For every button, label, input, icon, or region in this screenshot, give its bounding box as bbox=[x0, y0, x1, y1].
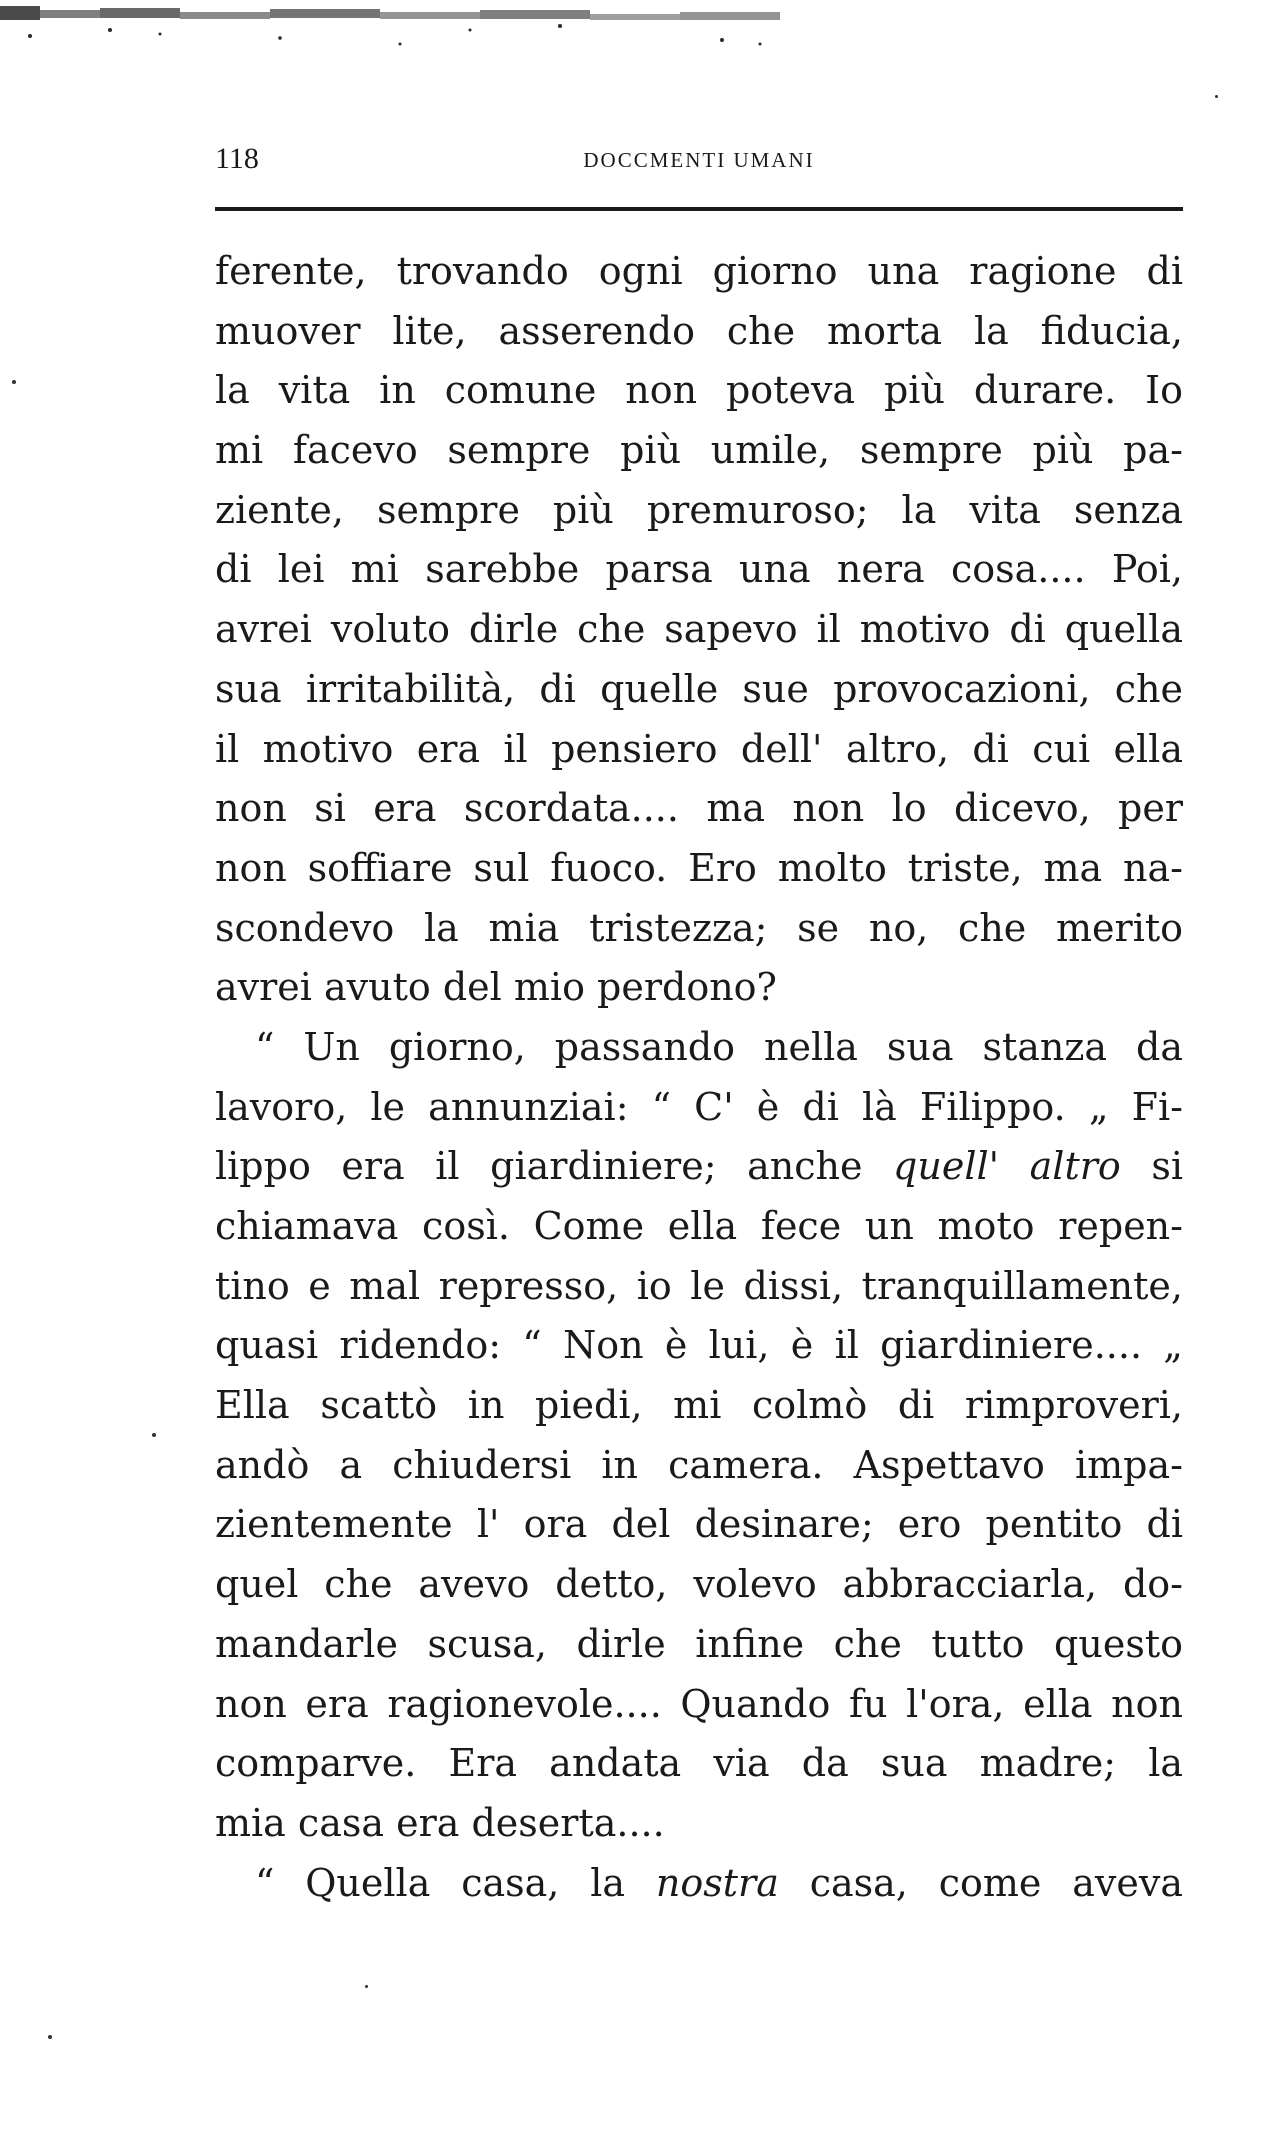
paragraph-2 bbox=[215, 1018, 1183, 1854]
text-line: la vita in comune non poteva più durare. Io bbox=[215, 368, 1183, 413]
text-line: Ella scattò in piedi, mi colmò di rimproveri, bbox=[215, 1383, 1183, 1428]
text-line: zientemente l' ora del desinare; ero pentito di bbox=[215, 1502, 1183, 1547]
page-header bbox=[215, 138, 1183, 184]
text-line: chiamava così. Come ella fece un moto repen- bbox=[215, 1204, 1183, 1248]
scan-noise bbox=[0, 0, 800, 60]
text-line: sua irritabilità, di quelle sue provocazioni, che bbox=[215, 666, 1183, 711]
text-line: andò a chiudersi in camera. Aspettavo impa- bbox=[215, 1442, 1183, 1487]
italic-text: nostra bbox=[655, 1860, 779, 1905]
running-head: DOCCMENTI UMANI bbox=[583, 148, 815, 172]
text-line: avrei avuto del mio perdono? bbox=[215, 965, 777, 1010]
text-line bbox=[215, 1854, 1183, 1914]
text-line: quel che avevo detto, volevo abbracciarla, do- bbox=[215, 1562, 1183, 1607]
text-line: mia casa era deserta.... bbox=[215, 1800, 665, 1845]
header-rule bbox=[215, 207, 1183, 211]
text-line: ferente, trovando ogni giorno una ragione di bbox=[215, 249, 1183, 293]
text-line: ziente, sempre più premuroso; la vita senza bbox=[215, 487, 1183, 532]
scan-speck bbox=[48, 2035, 52, 2039]
paragraph-3 bbox=[215, 1854, 1183, 1914]
body-text bbox=[215, 242, 1183, 1913]
text-line: non era ragionevole.... Quando fu l'ora, ella non bbox=[215, 1681, 1183, 1726]
italic-text: quell' altro bbox=[893, 1144, 1121, 1189]
scan-speck bbox=[365, 1985, 368, 1988]
text-line: avrei voluto dirle che sapevo il motivo di quella bbox=[215, 607, 1183, 652]
text-line: non si era scordata.... ma non lo dicevo, per bbox=[215, 786, 1183, 831]
scan-speck bbox=[152, 1433, 156, 1437]
paragraph-1 bbox=[215, 242, 1183, 1018]
text-run: si bbox=[1120, 1144, 1183, 1189]
text-line: lavoro, le annunziai: “ C' è di là Filippo. „ Fi- bbox=[215, 1084, 1183, 1129]
text-line: non soffiare sul fuoco. Ero molto triste, ma na- bbox=[215, 845, 1183, 890]
text-line: quasi ridendo: “ Non è lui, è il giardiniere.... „ bbox=[215, 1323, 1183, 1368]
text-line: comparve. Era andata via da sua madre; la bbox=[215, 1741, 1183, 1786]
scan-speck bbox=[1215, 95, 1218, 98]
page-number: 118 bbox=[215, 142, 259, 175]
text-line: mi facevo sempre più umile, sempre più pa- bbox=[215, 428, 1183, 473]
text-run: lippo era il giardiniere; anche bbox=[215, 1144, 894, 1189]
text-line: di lei mi sarebbe parsa una nera cosa.... Poi, bbox=[215, 547, 1183, 592]
text-line bbox=[215, 1137, 1183, 1197]
text-line: “ Un giorno, passando nella sua stanza da bbox=[255, 1024, 1183, 1069]
text-line: il motivo era il pensiero dell' altro, di cui ella bbox=[215, 726, 1183, 771]
text-run: “ Quella casa, la bbox=[255, 1860, 656, 1905]
text-line: tino e mal represso, io le dissi, tranquillamente, bbox=[215, 1263, 1183, 1308]
text-run: casa, come aveva bbox=[778, 1860, 1183, 1905]
text-line: scondevo la mia tristezza; se no, che merito bbox=[215, 905, 1183, 950]
text-line: muover lite, asserendo che morta la fiducia, bbox=[215, 308, 1183, 353]
text-line: mandarle scusa, dirle infine che tutto questo bbox=[215, 1621, 1183, 1666]
scan-speck bbox=[12, 380, 16, 384]
